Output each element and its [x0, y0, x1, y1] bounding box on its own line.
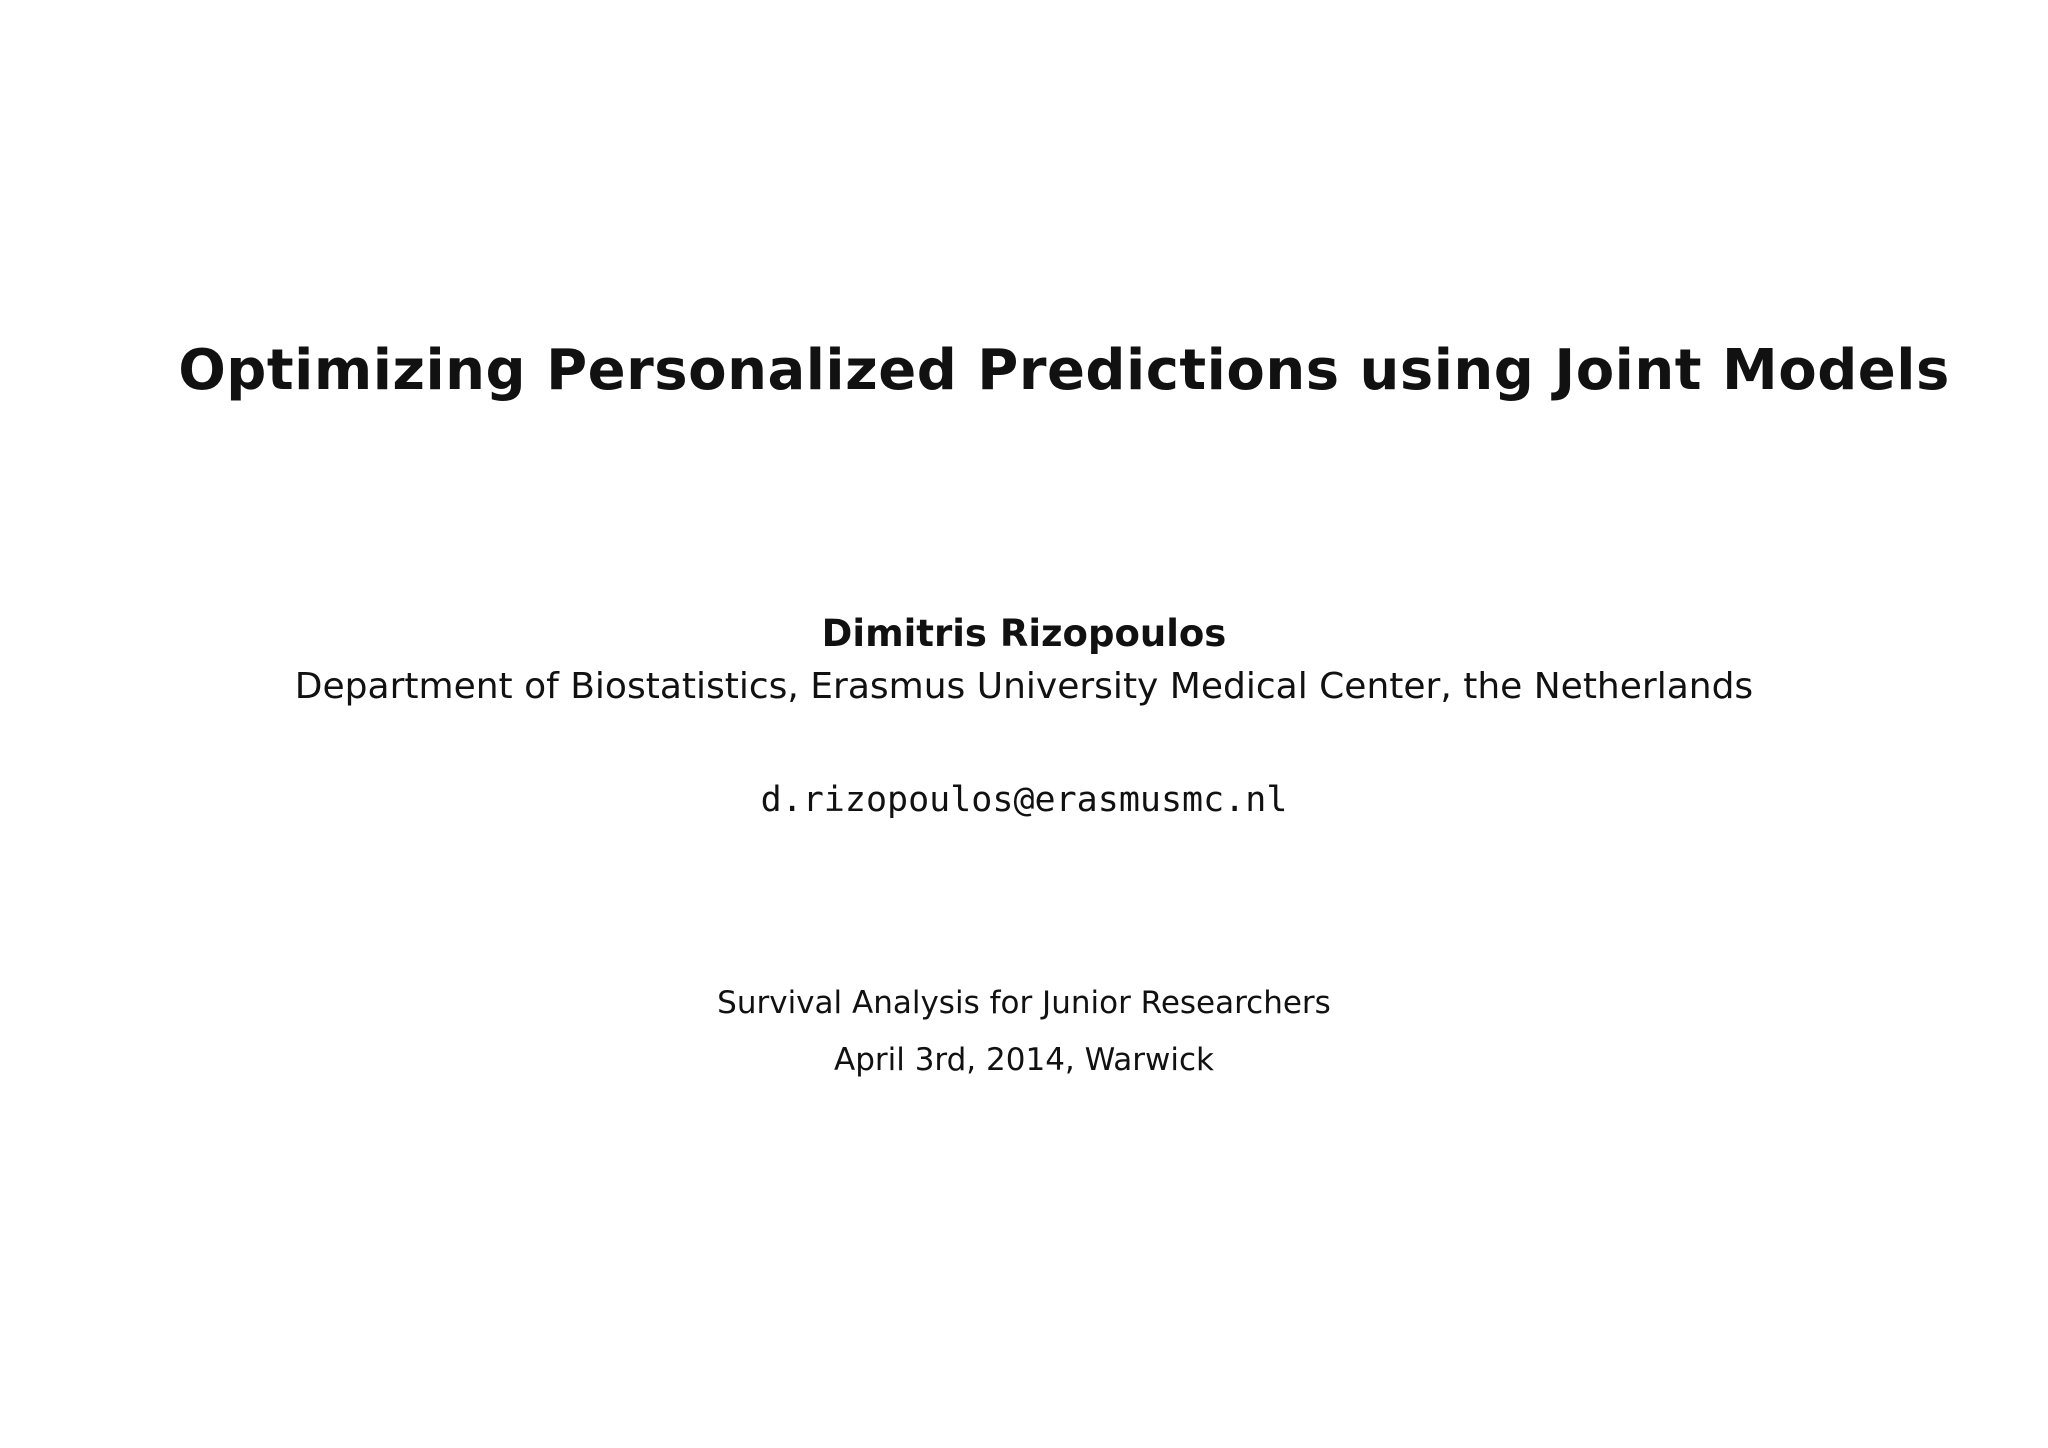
event-date-location: April 3rd, 2014, Warwick: [834, 1042, 1214, 1078]
event-name: Survival Analysis for Junior Researchers: [717, 985, 1331, 1021]
author-affiliation: Department of Biostatistics, Erasmus University Medical Center, the Netherlands: [294, 666, 1754, 707]
author-name: Dimitris Rizopoulos: [821, 612, 1227, 655]
author-email: d.rizopoulos@erasmusmc.nl: [760, 780, 1288, 820]
slide-title: Optimizing Personalized Predictions using Joint Models: [178, 338, 1950, 403]
